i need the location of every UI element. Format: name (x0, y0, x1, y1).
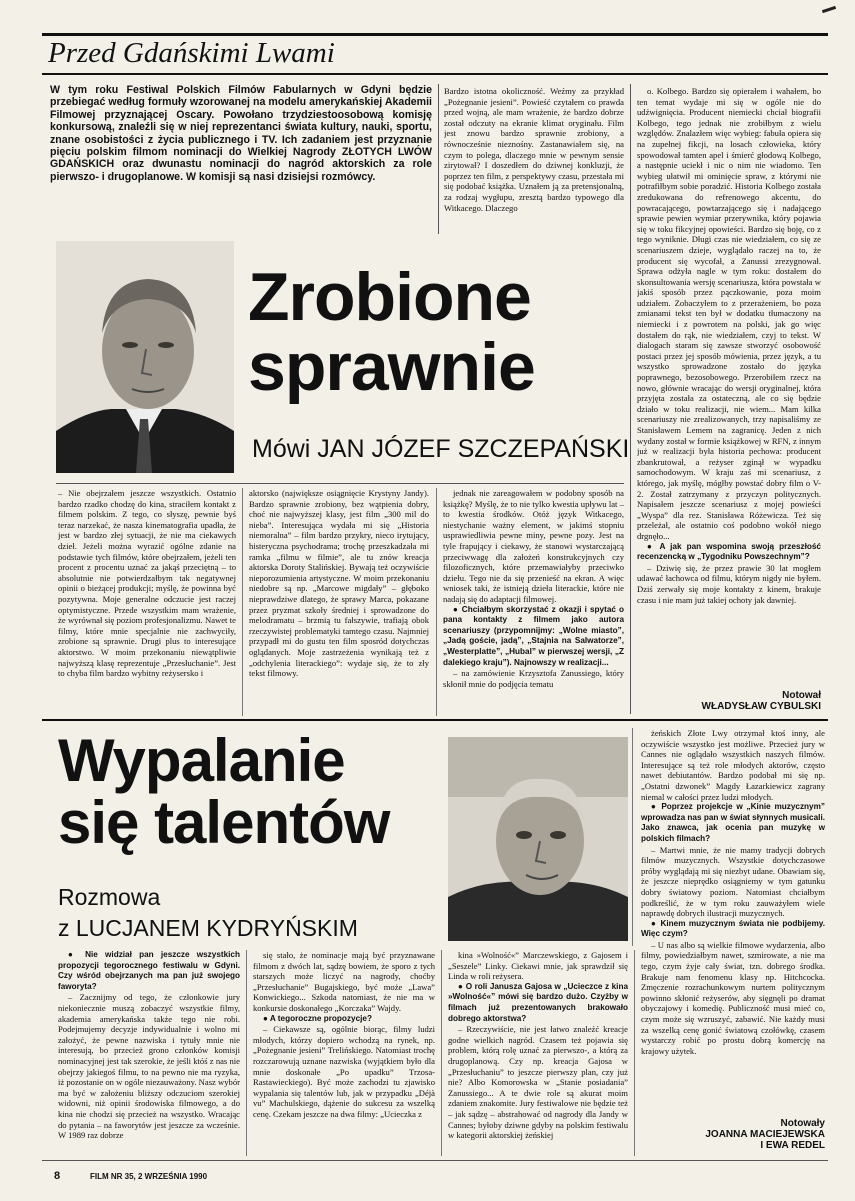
signature2-label: Notowały (780, 1118, 825, 1129)
signature-label: Notował (782, 690, 821, 701)
col-divider-a (242, 488, 243, 716)
article2-col3-text: kina »Wolność«” Marczewskiego, z Gajosem i „Seszele” Linky. Ciekawi mnie, jak sprawdził się Linda w roli reżysera. (448, 950, 628, 982)
article2-col-divider-2 (441, 950, 442, 1156)
signature2-name-1: JOANNA MACIEJEWSKA (705, 1129, 825, 1140)
article2-signature (641, 1118, 825, 1151)
article2-col1-text: – Zacznijmy od tego, że członkowie jury niekoniecznie muszą zobaczyć wszystkie filmy, akademia amerykańska także tego nie robi. Podejmujemy decyzje indywidualnie i wolno mi założyć, że pewne nazwiska i tytuły mnie nie interesują, bo przecież grono członków komisji nominacyjnej jest tak szerokie, że jeśli któś z nas nie obejrzy jakiegoś filmu, to na pewno nie ma ryzyka, iż pozostanie on w ogóle niezauważony. Nasz wybór ma być w założeniu bliższy odczuciom szerokiej widowni, niż opinii środowiska filmowego, a do kina nie chodzi się przecież na wszystko. Wracając do pytania – na faworytów jest jeszcze za wcześnie. W 1989 raz dobrze (58, 992, 240, 1141)
article2-column-1 (58, 950, 240, 1158)
article1-column-a: – Nie obejrzałem jeszcze wszystkich. Ostatnio bardzo rzadko chodzę do kina, straciłem kontakt z filmem polskim. Z tego, co słyszę, pewnie byś teraz narzekać, że nasza kinematografia upadła, że jest w bardzo złej sytuacji, że nie ma ciekawych dzieł. Jeżeli można wyrazić ogólne zdanie na podstawie tych filmów, które obejrzałem, jeżeli ten procent z procentu uznać za jakąś przeciętną – to absolutnie nie potwierdzałbym tak negatywnej opinii o bieżącej produkcji; myślę, że powinna być pozytywna. Moje generalne odczucie jest raczej optymistyczne. Przede wszystkim mam wrażenie, że wyrównał się poziom profesjonalizmu. Nawet te filmy, które mnie specjalnie nie zachwyciły, zrobione są sprawnie. Drugi plus to interesujące aktorstwo. W moim przekonaniu niewątpliwie najwyższą klasę reprezentuje „Przesłuchanie”. Jest to chyba film bardzo wybitny reżysersko i (58, 488, 236, 679)
article1-right-column (637, 86, 821, 706)
signature-name: WŁADYSŁAW CYBULSKI (701, 701, 821, 712)
article1-mid-rule (56, 483, 624, 484)
col-divider-2 (630, 84, 631, 714)
article-separator (42, 719, 828, 721)
article2-col4-text: żeńskich Złote Lwy otrzymał ktoś inny, ale oczywiście wszystko jest możliwe. Przecież jury w Cannes nie oglądało wszystkich naszych filmów. Interesujące są też role młodych aktorów, często nawet debiutantów. Bardzo podobał mi się np. „Ostatni dzwonek” Magdy Łazarkiewicz zagrany niemal w całości przez ludzi młodych. (641, 728, 825, 802)
article2-column-2 (253, 950, 435, 1158)
article1-byline: Mówi JAN JÓZEF SZCZEPAŃSKI (252, 435, 630, 463)
article2-question-4: ● Poprzez projekcje w „Kinie muzycznym” wprowadza nas pan w świat słynnych musicali. Jako znawca, jak ocenia pan muzykę w polskich filmach? (641, 802, 825, 843)
article1-column-c-text2: – na zamówienie Krzysztofa Zanussiego, który skłonił mnie do podjęcia tematu (443, 668, 624, 689)
article1-right-text2: – Dziwię się, że przez prawie 30 lat mogłem udawać łachowca od filmu, którym nigdy nie byłem. Dziś zerwały się moje kontakty z kinem, brakuje czasu i nie mam już takiej ochoty jak dawniej. (637, 562, 821, 605)
portrait-photo-kydrynski (448, 737, 628, 941)
article2-question-5: ● Kinem muzycznym świata nie podbijemy. Więc czym? (641, 918, 825, 939)
issue-info: FILM NR 35, 2 WRZEŚNIA 1990 (90, 1172, 208, 1181)
article1-column-c-text: jednak nie zareagowałem w podobny sposób na książkę? Myślę, że to nie tylko kwestia upływu lat – to kwestia środków. Otóż język Witkacego, niestychanie ważny element, w jakimś stopniu usprawiedliwia pewne miny, pewne pozy. Jest na tyle frapujący i ciekawy, że stanowi wystarczającą przeciwwagę dla założeń konstrukcyjnych czy filozoficznych, które przemawiałyby przeciwko dziełu. Tego nie da się przenieść na ekran. A więc wniosek taki, że istnieją dzieła literackie, które nie nadają się do adaptacji filmowej. (443, 488, 624, 604)
section-title: Przed Gdańskimi Lwami (48, 37, 335, 69)
article2-column-3 (448, 950, 628, 1158)
article2-column-4 (641, 728, 825, 1116)
col-divider-1 (438, 84, 439, 234)
article2-col2-text2: – Ciekawsze są, ogólnie biorąc, filmy ludzi młodych, którzy dopiero wchodzą na rynek, np. „Pożegnanie jesieni” Trelińskiego. Natomiast trochę rozczarowują uznane nazwiska (wyjątkiem było dla mnie doskonałe „Po upadku” Trzosa-Rastawieckiego). Być może zachodzi tu zjawisko wypalania się talentów lub, jak w przypadku „Déjà vu” Machulskiego, dążenie do sukcesu za wszelką cenę. Czekam jeszcze na dwa filmy: „Ucieczka z (253, 1024, 435, 1119)
article2-col-divider-1 (246, 950, 247, 1156)
article2-headline: Wypalanie się talentów (58, 727, 390, 856)
article2-question-2: ● A tegoroczne propozycje? (263, 1013, 372, 1023)
article2-col4-text2: – Martwi mnie, że nie mamy tradycji dobrych filmów muzycznych. Wszystkie dotychczasowe próby wyglądają mi się niezbyt udane. Obawiam się, że jeszcze nieprędko osiągniemy w tym gatunku dobry światowy poziom. Natomiast chciałbym podkreślić, że w tym roku zauważyłem wiele naprawdę dobrych ilustracji muzycznych. (641, 844, 825, 919)
article1-column-c (443, 488, 624, 718)
article2-col3-text2: – Rzeczywiście, nie jest łatwo znaleźć kreacje godne wielkich nagród. Czasem też pojawia się problem, którą rolę uznać za pierwszo-, a którą za drugoplanową. Czy np. kreacja Gajosa w „Przesłuchaniu” to jeszcze pierwszy plan, czy już nie? Albo Komorowska w „Stanie posiadania” Zanussiego... A te dwie role są akurat moim zdaniem znakomite. Jury festiwalowe nie będzie też – jak sądzę – abstrahować od nagrody dla Jandy w Cannes; byłoby dziwne gdyby na polskim festiwalu w kategorii aktorskiej żeńskiej (448, 1024, 628, 1141)
header-rule (42, 73, 828, 75)
article2-question-3: ● O roli Janusza Gajosa w „Ucieczce z kina »Wolność«” mówi się bardzo dużo. Czyżby w filmach już prezentowanych brakowało dobrego aktorstwa? (448, 981, 628, 1023)
article2-subtitle-2: z LUCJANEM KYDRYŃSKIM (58, 915, 358, 941)
article2-col2-text: się stało, że nominacje mają być przyznawane filmom z dwóch lat, sądzę bowiem, że sporo z tych starszych może liczyć na nagrody, choćby „Przesłuchanie” Bugajskiego, być może „Lawa” Konwickiego... Szkoda natomiast, że nie ma w konkursie doskonałego „Korczaka” Wajdy. (253, 950, 435, 1013)
article2-col4-text3: – U nas albo są wielkie filmowe wydarzenia, albo filmy, powiedziałbym nawet, szmirowate, a nie ma tego, czym żyje cały świat, tzn. dobrego środka. Brakuje nam fenomenu klasy np. Hitchcocka. Zmęczenie rozrachunkowym nurtem politycznym powinno skłonić reżyserów, aby sięgnęli po dramat obyczajowy i komedię. Publiczność musi mieć co, czym może się wzruszyć, zabawić. Nie każdy musi za wszelką cenę gonić światową czołówkę, czasem wystarczy robić po prostu dobrą komercję na krajowy użytek. (641, 939, 825, 1056)
footer-rule (42, 1160, 828, 1161)
article1-headline: Zrobione sprawnie (248, 259, 535, 405)
article2-divider-v (632, 728, 633, 946)
signature2-name-2: I EWA REDEL (760, 1140, 825, 1151)
portrait-photo-szczepanski (56, 241, 234, 473)
article1-right-question: ● A jak pan wspomina swoją przeszłość recenzencką w „Tygodniku Powszechnym”? (637, 541, 821, 562)
article1-intro: W tym roku Festiwal Polskich Filmów Fabularnych w Gdyni będzie przebiegać według formuły wzorowanej na modelu amerykańskiej Akademii Filmowej przyznającej Oscary. Powołano trzydziestoosobową komisję konkursową, znaleźli się w niej reprezentanci świata kultury, nauki, sportu, znane osobistości z życia publicznego i TV. Ich zadaniem jest przyznanie pięciu polskim filmom nominacji do Wielkiej Nagrody ZŁOTYCH LWÓW GDAŃSKICH oraz dwunastu nominacji do nagród aktorskich za role pierwszo- i drugoplanowe. W komisji są nasi dzisiejsi rozmówcy. (50, 84, 432, 183)
article2-col-divider-3 (634, 950, 635, 1156)
article1-question: ● Chciałbym skorzystać z okazji i spytać o pana kontakty z filmem jako autora scenariuszy (przypomnijmy: „Wolne miasto”, „Jadą goście, jadą”, „Stajnia na Salwatorze”, „Westerplatte”, „Hubal” w pierwszej wersji, „Z dalekiego kraju”). Najnowszy w realizacji... (443, 604, 624, 667)
col-divider-b (436, 488, 437, 716)
article2-question-1: ● Nie widział pan jeszcze wszystkich propozycji tegorocznego festiwalu w Gdyni. Czy wśród obejrzanych ma pan już swojego faworyta? (58, 950, 240, 991)
article1-right-text: o. Kolbego. Bardzo się opierałem i wahałem, bo ten temat wydaje mi się w ogóle nie do udźwignięcia. Producent niemiecki chciał biografii Kolbego, tego jednak nie zrobiłbym z wielu względów. Znalazłem więc wybieg: fabuła opiera się na zupełnej fikcji, na losach człowieka, który spowodował tamten apel i śmierć głodową Kolbego, a następnie uciekł i nic o nim nie wiadomo. Ten wybieg ułatwił mi ominięcie spraw, z którymi nie potrafiłbym sobie poradzić. Historia Kolbego została zredukowana do refrenowego akcentu, do powracającego, powtarzającego się i nadającego sprawie pewien wymiar przerywnika, który pojawia się w toku fikcyjnej opowieści. Bardzo się boję, co z tego wyniknie. Długi czas nie wiedziałem, co się ze scenariuszem dzieje, wyglądało raczej na to, że producent się wycofał, a Zanussi zrezygnował. Sprawa odżyła nagle w tym roku: dostałem do skonsultowania wersję scenariusza, która powstała w jakiś sposób przez pączkowanie, poza moim udziałem. Zobaczyłem to z przerażeniem, bo poza zmianami tekst ten był w dodatku tłumaczony na niemiecki i z powrotem na polski, jak go więc dostałem do rąk, nie wiedziałem, czyj to tekst. W dialogach staram się zawsze stworzyć osobowość postaci przez jej sposób mówienia, przez język, a tu wszystko sprowadzone zostało do języka poprawnego, bezosobowego. Przerobiłem rzecz na nowo, głównie wracając do wersji oryginalnej, która przyjęta została za ostateczną, ale co się będzie działo w toku realizacji, nie wiem... Mam kilka scenariuszy nie zrealizowanych, trzy napisaliśmy ze Stanisławem Lemem na zagranicę. Jeden z nich wydany został w formie książkowej w RFN, z innym już w realizacji była historia pechowa: producent zbankrutował, a reżyser zginął w wypadku samochodowym. W kraju zaś mi scenariusz, z którego, jak myślę, mógłby powstać dobry film o V-2. Został zatrzymany z przyczyn politycznych. Napisałem jeszcze scenariusz z mojej powieści „Wyspa” dla rez. Stanisława Różewicza. Też się przeleżał, ale ostatnio coś podobno wokół niego drgnęło... (637, 86, 821, 541)
article1-column-b: aktorsko (największe osiągnięcie Krystyny Jandy). Bardzo sprawnie zrobiony, bez wątpienia dobry, choć nie najwyższej klasy, jest film „300 mil do nieba”. Interesująca wydała mi się „Historia niemoralna” – film bardzo przykry, nieco irytujący, histeryczna psychodrama; trochę przeszkadzała mi ramka „filmu w filmie”, ale tu znów kreacja aktorska Doroty Stalińskiej. Bywają też oczywiście nieporozumienia artystyczne. W moim przekonaniu niedobre są np. „Marcowe migdały” – głęboko nieprawdziwe dlatego, że sprawy Marca, pokazane przez pryzmat szkoły średniej i sprowadzone do melodramatu – brzmią tu fałszywie, trafiają obok rzeczywistej problematyki tamtego czasu. Najmniej przypadł mi do gustu ten film sposród dotychczas oglądanych. Moje zastrzeżenia wynikają też z „odchylenia literackiego”: wydaje się, że to zły tekst filmowy. (249, 488, 429, 679)
page-number: 8 (54, 1170, 61, 1182)
article1-signature (637, 690, 821, 712)
article1-top-column: Bardzo istotna okoliczność. Weźmy za przykład „Pożegnanie jesieni”. Powieść czytałem co prawda przed wojną, ale mam wrażenie, że bardzo dobrze został odczuty na ekranie klimat oryginału. Film jest znowu bardzo sprawnie zrobiony, a równocześnie nieznośny. Zastanawiałem się, na czym to polega, dlaczego mnie w pewnym sensie zirytował? I doszedłem do dziwnej konkluzji, że poprzez ten film, z perspektywy czasu, przestała mi się podobać książka. Uznałem ją za pretensjonalną, za rodzaj wygłupu, zresztą bardzo typowego dla Witkacego. Dlaczego (444, 86, 624, 213)
corner-mark (822, 6, 836, 13)
article2-subtitle-1: Rozmowa (58, 884, 161, 910)
